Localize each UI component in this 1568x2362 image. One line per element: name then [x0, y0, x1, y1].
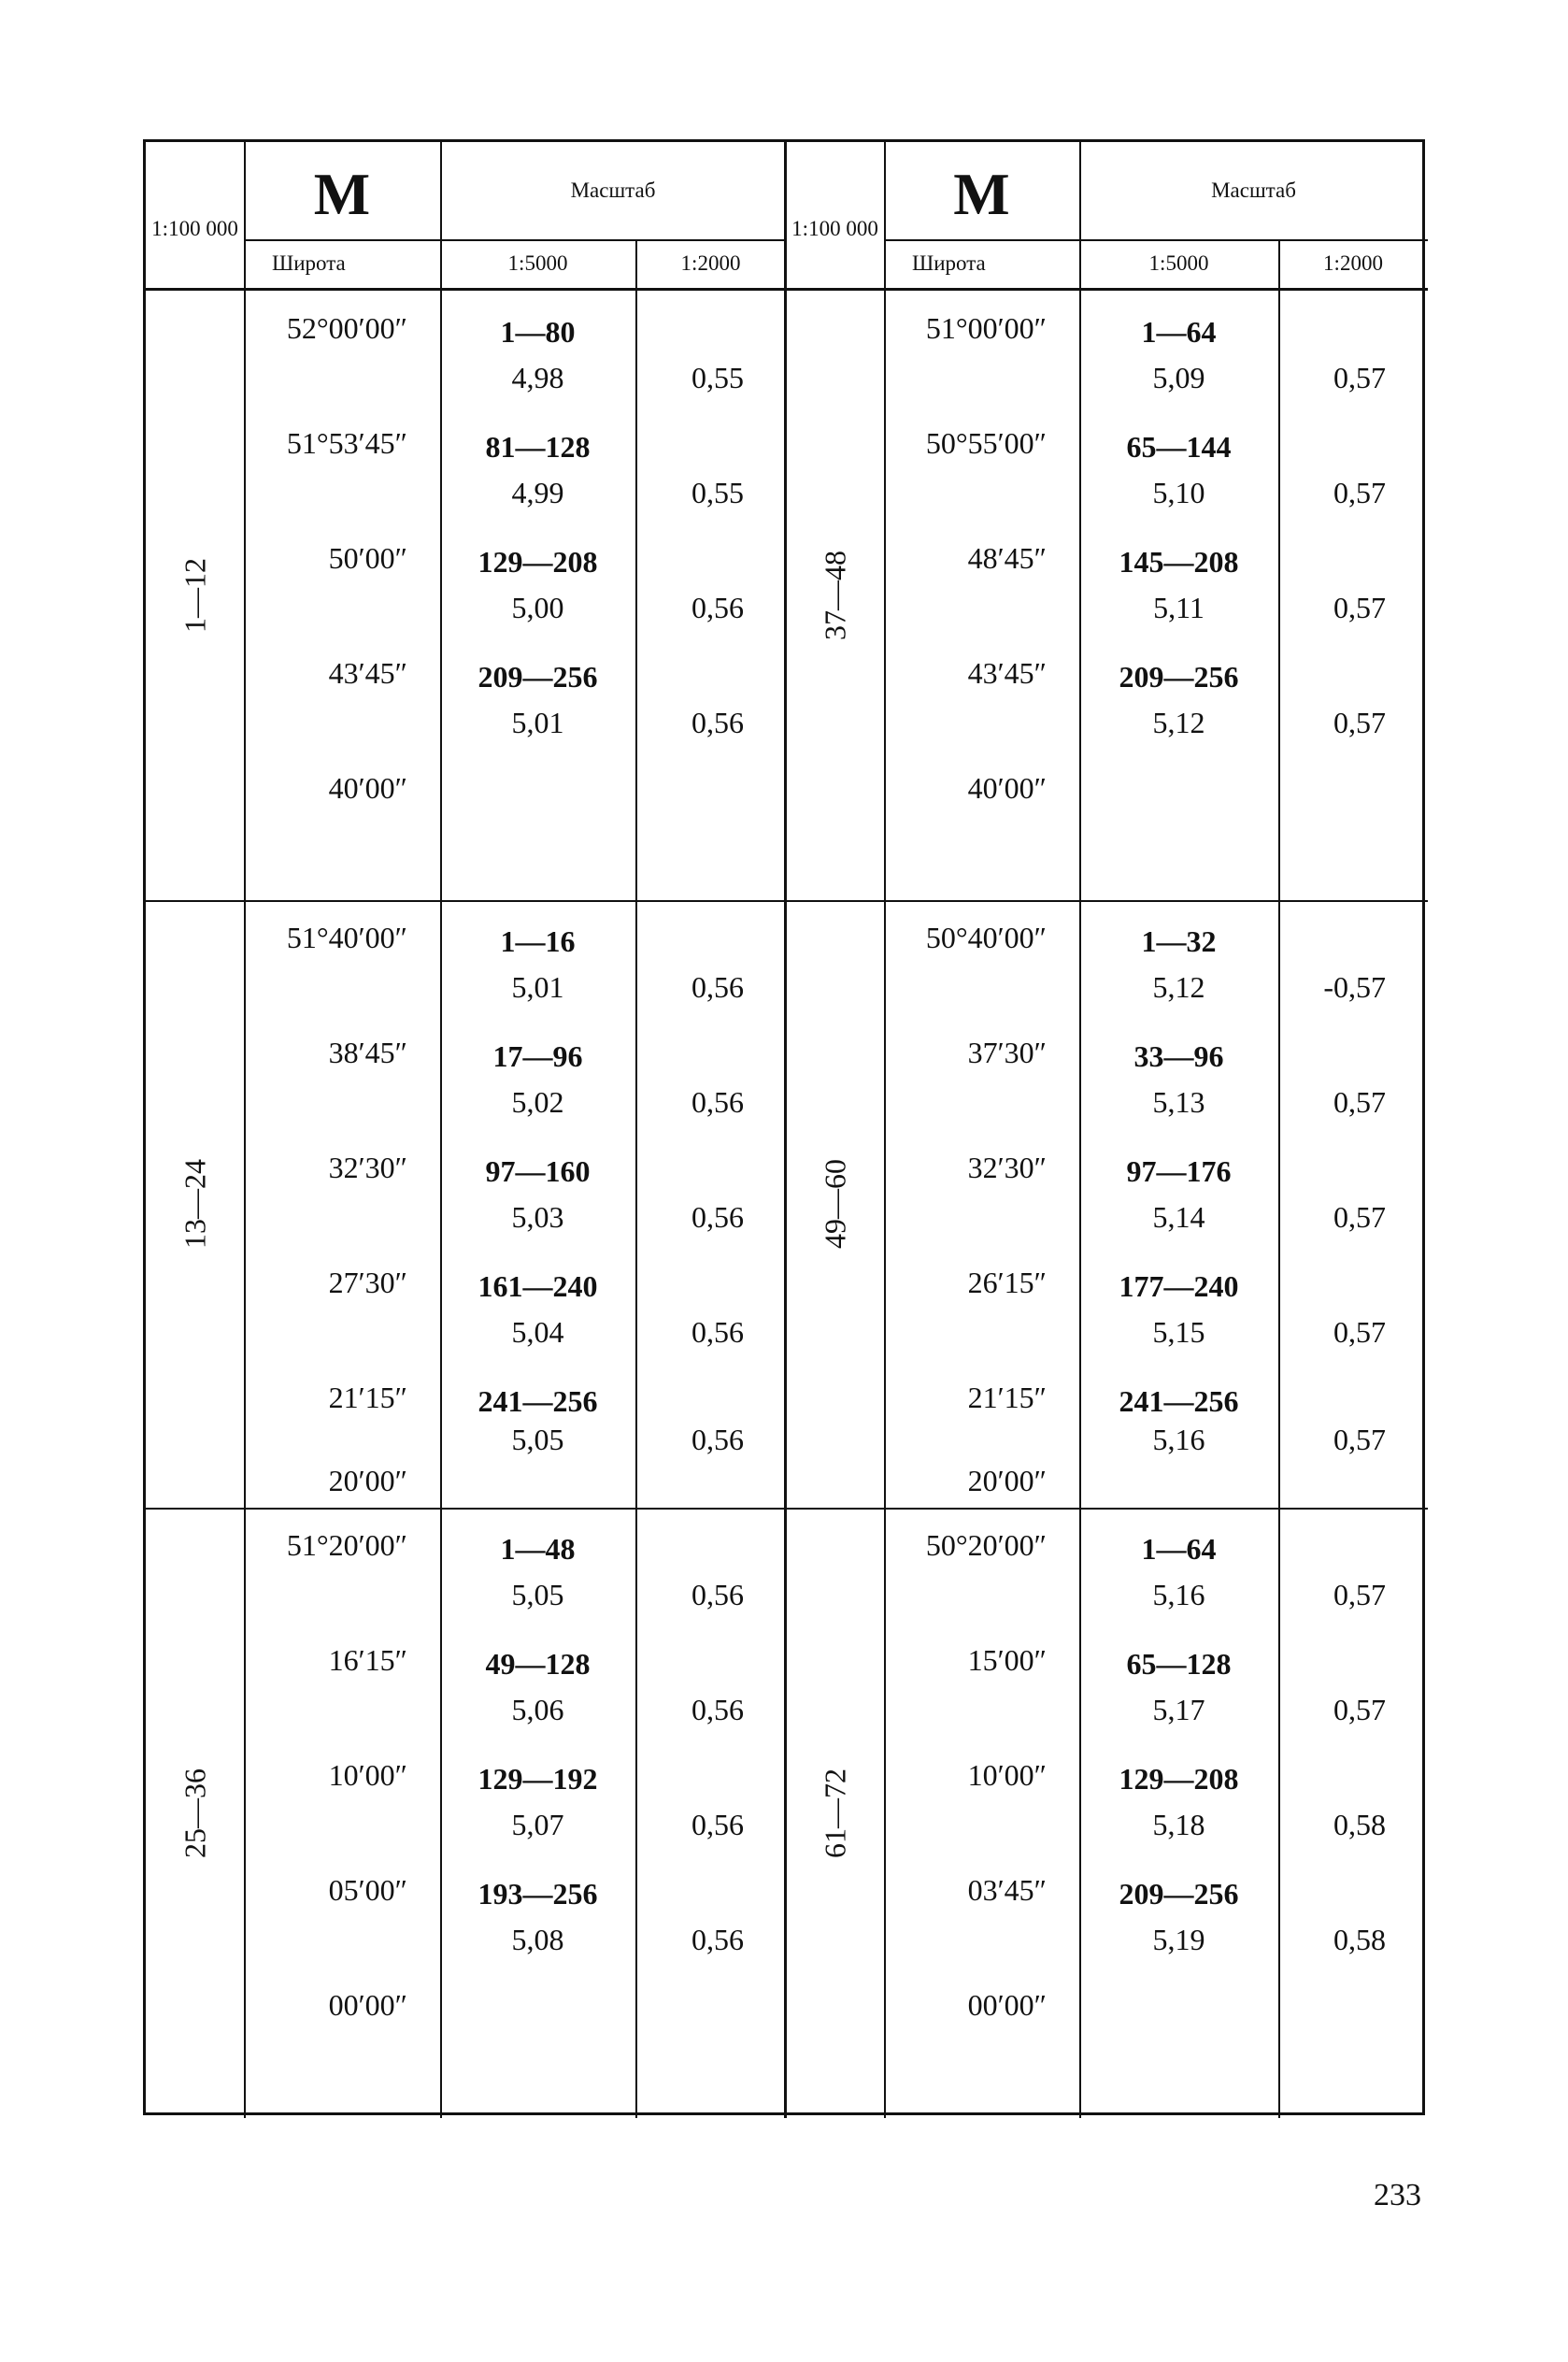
- sheet-number-range: 145—208: [1119, 545, 1239, 579]
- scale-2000-value: 0,55: [691, 476, 744, 509]
- scale-2000-value: 0,56: [691, 1200, 744, 1234]
- scale-5000-value: 5,10: [1152, 476, 1205, 509]
- scale-5000-value: 5,05: [511, 1578, 564, 1611]
- column-divider: [1278, 239, 1280, 2118]
- sheet-number-range: 49—128: [485, 1647, 591, 1681]
- sheet-number-range: 209—256: [478, 660, 598, 694]
- scale-2000-label: 1:2000: [680, 251, 741, 275]
- scale-2000-value: 0,58: [1333, 1808, 1386, 1841]
- scale-5000-value: 5,16: [1152, 1578, 1205, 1611]
- sheet-number-range: 161—240: [478, 1269, 598, 1303]
- center-divider: [784, 142, 787, 2118]
- scale-2000-value: 0,56: [691, 1315, 744, 1349]
- sheet-number-range: 193—256: [478, 1877, 598, 1911]
- latitude-end-value: 00′00″: [967, 1988, 1047, 2022]
- scale-5000-value: 4,99: [511, 476, 564, 509]
- scale-5000-value: 5,12: [1152, 970, 1205, 1004]
- latitude-value: 32′30″: [967, 1151, 1047, 1184]
- scale-title: Масштаб: [1211, 179, 1296, 202]
- sheet-number-range: 1—64: [1141, 315, 1217, 349]
- latitude-value: 50′00″: [328, 541, 407, 575]
- sheet-number-range: 129—208: [1119, 1762, 1239, 1796]
- scale-5000-value: 5,01: [511, 970, 564, 1004]
- latitude-value: 10′00″: [328, 1758, 407, 1792]
- sheet-range-label: 25—36: [178, 1768, 211, 1858]
- latitude-end-value: 20′00″: [967, 1464, 1047, 1497]
- scale-5000-value: 4,98: [511, 361, 564, 394]
- sheet-range-label: 49—60: [818, 1159, 851, 1249]
- sheet-range-label: 61—72: [818, 1768, 851, 1858]
- sheet-number-range: 209—256: [1119, 1877, 1239, 1911]
- scale-5000-value: 5,16: [1152, 1423, 1205, 1456]
- latitude-label: Широта: [272, 251, 346, 275]
- sheet-range-label: 37—48: [818, 551, 851, 640]
- sheet-number-range: 33—96: [1133, 1039, 1224, 1073]
- scale-5000-value: 5,01: [511, 706, 564, 739]
- latitude-end-value: 40′00″: [967, 771, 1047, 805]
- scale-2000-value: 0,56: [691, 970, 744, 1004]
- sheet-number-range: 177—240: [1119, 1269, 1239, 1303]
- sheet-table: [143, 139, 1425, 2115]
- scale-5000-value: 5,05: [511, 1423, 564, 1456]
- latitude-value: 50°55′00″: [925, 426, 1047, 460]
- scale-5000-value: 5,11: [1153, 591, 1205, 624]
- latitude-value: 21′15″: [328, 1381, 407, 1414]
- scale-2000-value: 0,57: [1333, 1200, 1386, 1234]
- scale-2000-value: 0,57: [1333, 1315, 1386, 1349]
- scale-5000-value: 5,00: [511, 591, 564, 624]
- scale-2000-value: 0,57: [1333, 706, 1386, 739]
- sheet-range-label: 1—12: [178, 558, 211, 633]
- scale-2000-value: 0,56: [691, 1578, 744, 1611]
- latitude-value: 16′15″: [328, 1643, 407, 1677]
- scale-5000-value: 5,07: [511, 1808, 564, 1841]
- sheet-number-range: 1—16: [500, 924, 576, 958]
- scale-5000-value: 5,03: [511, 1200, 564, 1234]
- sheet-letter-m: M: [313, 161, 371, 227]
- scale-2000-value: 0,57: [1333, 1423, 1386, 1456]
- latitude-value: 43′45″: [328, 656, 407, 690]
- latitude-value: 38′45″: [328, 1036, 407, 1069]
- latitude-value: 48′45″: [967, 541, 1047, 575]
- sheet-number-range: 97—160: [485, 1154, 591, 1188]
- sheet-number-range: 129—208: [478, 545, 598, 579]
- scale-5000-label: 1:5000: [1148, 251, 1209, 275]
- scale-2000-value: 0,56: [691, 1808, 744, 1841]
- scale-100000-label: 1:100 000: [151, 216, 238, 240]
- latitude-value: 27′30″: [328, 1266, 407, 1299]
- latitude-value: 21′15″: [967, 1381, 1047, 1414]
- scale-5000-value: 5,14: [1152, 1200, 1205, 1234]
- scale-2000-value: 0,56: [691, 591, 744, 624]
- scale-2000-value: 0,56: [691, 1085, 744, 1119]
- sheet-number-range: 65—128: [1126, 1647, 1232, 1681]
- sheet-number-range: 1—48: [500, 1532, 576, 1566]
- latitude-value: 03′45″: [967, 1873, 1047, 1907]
- latitude-value: 52°00′00″: [286, 311, 407, 345]
- column-divider: [1079, 142, 1081, 2118]
- scale-5000-value: 5,02: [511, 1085, 564, 1119]
- block-divider: [146, 1508, 1428, 1510]
- scale-5000-label: 1:5000: [507, 251, 568, 275]
- sheet-number-range: 65—144: [1126, 430, 1232, 464]
- scale-2000-value: -0,57: [1323, 970, 1386, 1004]
- latitude-value: 26′15″: [967, 1266, 1047, 1299]
- sheet-number-range: 1—32: [1141, 924, 1217, 958]
- latitude-value: 32′30″: [328, 1151, 407, 1184]
- scale-2000-label: 1:2000: [1323, 251, 1383, 275]
- header-bottom-border: [146, 288, 1428, 291]
- sheet-number-range: 1—80: [500, 315, 576, 349]
- page-number: 233: [1374, 2178, 1421, 2212]
- scale-title: Масштаб: [570, 179, 656, 202]
- scale-5000-value: 5,17: [1152, 1693, 1205, 1726]
- column-divider: [884, 142, 886, 2118]
- scale-5000-value: 5,13: [1152, 1085, 1205, 1119]
- sheet-number-range: 17—96: [492, 1039, 583, 1073]
- scale-100000-label: 1:100 000: [791, 216, 878, 240]
- scale-2000-value: 0,57: [1333, 1085, 1386, 1119]
- latitude-value: 15′00″: [967, 1643, 1047, 1677]
- column-divider: [244, 142, 246, 2118]
- scale-5000-value: 5,09: [1152, 361, 1205, 394]
- scale-2000-value: 0,57: [1333, 1578, 1386, 1611]
- sheet-number-range: 209—256: [1119, 660, 1239, 694]
- latitude-value: 51°53′45″: [286, 426, 407, 460]
- latitude-value: 51°40′00″: [286, 921, 407, 954]
- latitude-value: 05′00″: [328, 1873, 407, 1907]
- header-divider: [884, 239, 1428, 241]
- scale-5000-value: 5,06: [511, 1693, 564, 1726]
- scale-2000-value: 0,56: [691, 1923, 744, 1956]
- latitude-value: 51°00′00″: [925, 311, 1047, 345]
- scale-2000-value: 0,56: [691, 706, 744, 739]
- scale-2000-value: 0,57: [1333, 476, 1386, 509]
- column-divider: [440, 142, 442, 2118]
- latitude-value: 37′30″: [967, 1036, 1047, 1069]
- scale-5000-value: 5,12: [1152, 706, 1205, 739]
- sheet-number-range: 97—176: [1126, 1154, 1232, 1188]
- latitude-value: 10′00″: [967, 1758, 1047, 1792]
- latitude-label: Широта: [912, 251, 986, 275]
- scale-2000-value: 0,57: [1333, 591, 1386, 624]
- sheet-number-range: 241—256: [478, 1384, 598, 1418]
- scale-2000-value: 0,57: [1333, 1693, 1386, 1726]
- latitude-value: 50°40′00″: [925, 921, 1047, 954]
- scale-2000-value: 0,56: [691, 1423, 744, 1456]
- header-divider: [244, 239, 786, 241]
- latitude-value: 51°20′00″: [286, 1528, 407, 1562]
- scale-5000-value: 5,15: [1152, 1315, 1205, 1349]
- scale-5000-value: 5,18: [1152, 1808, 1205, 1841]
- sheet-number-range: 129—192: [478, 1762, 598, 1796]
- latitude-value: 43′45″: [967, 656, 1047, 690]
- sheet-number-range: 241—256: [1119, 1384, 1239, 1418]
- block-divider: [146, 900, 1428, 902]
- sheet-range-label: 13—24: [178, 1159, 211, 1249]
- column-divider: [635, 239, 637, 2118]
- scale-5000-value: 5,04: [511, 1315, 564, 1349]
- latitude-end-value: 20′00″: [328, 1464, 407, 1497]
- latitude-end-value: 40′00″: [328, 771, 407, 805]
- sheet-number-range: 1—64: [1141, 1532, 1217, 1566]
- scale-2000-value: 0,55: [691, 361, 744, 394]
- sheet-letter-m: M: [953, 161, 1010, 227]
- sheet-number-range: 81—128: [485, 430, 591, 464]
- scale-5000-value: 5,08: [511, 1923, 564, 1956]
- latitude-end-value: 00′00″: [328, 1988, 407, 2022]
- scale-2000-value: 0,57: [1333, 361, 1386, 394]
- latitude-value: 50°20′00″: [925, 1528, 1047, 1562]
- scale-2000-value: 0,58: [1333, 1923, 1386, 1956]
- scale-2000-value: 0,56: [691, 1693, 744, 1726]
- scale-5000-value: 5,19: [1152, 1923, 1205, 1956]
